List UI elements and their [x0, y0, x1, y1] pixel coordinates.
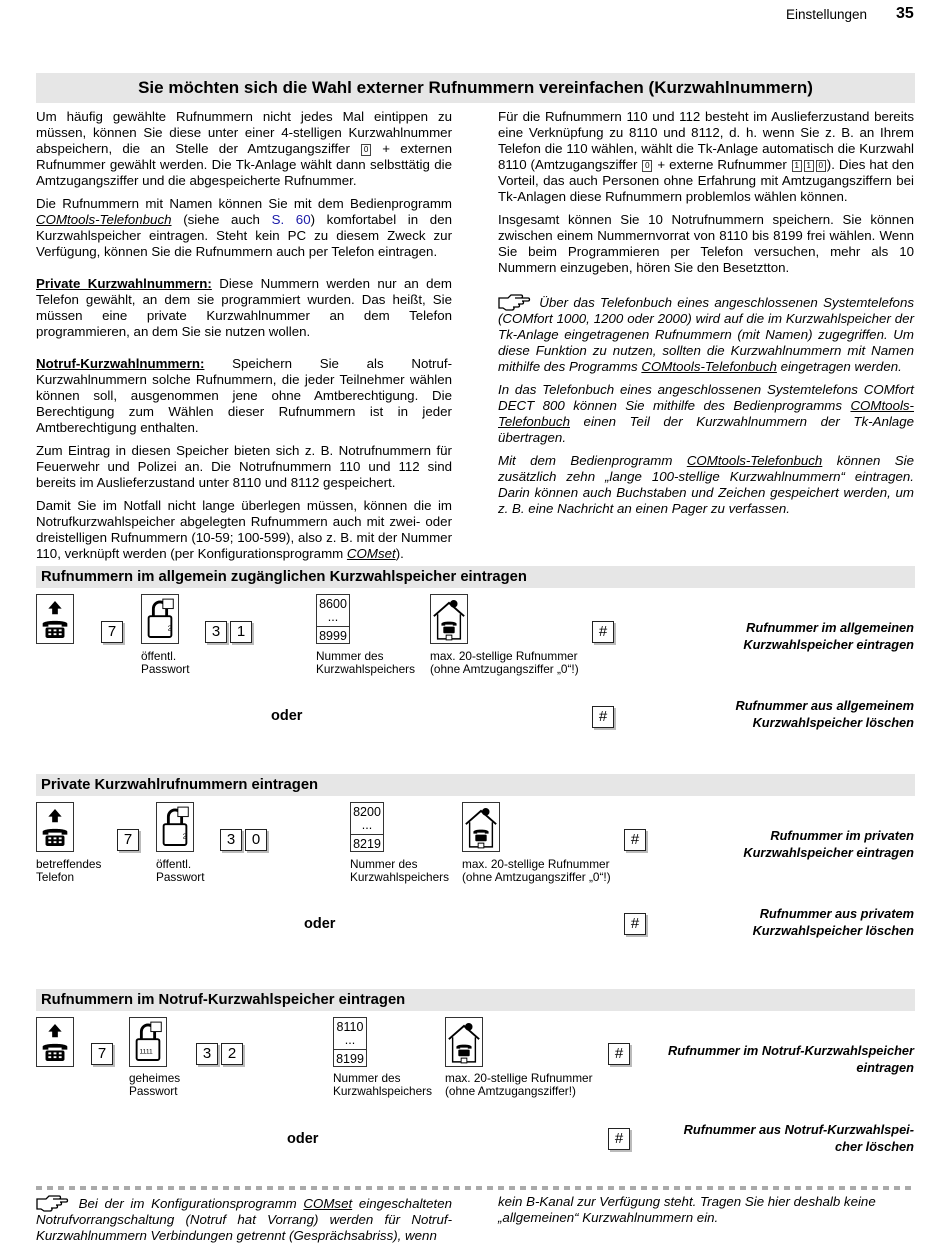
- handset-lift-icon: [36, 802, 74, 852]
- range-end: 8199: [336, 1052, 364, 1066]
- key-3: 3: [205, 621, 227, 643]
- caption-line: Nummer des: [350, 857, 418, 871]
- desc-line: Rufnummer im privaten: [770, 828, 914, 843]
- desc-line: Rufnummer im Notruf-Kurzwahlspeicher: [667, 1043, 914, 1058]
- hash-key: #: [608, 1043, 630, 1065]
- comtools-link[interactable]: COMtools-Telefonbuch: [641, 359, 777, 374]
- left-column: [36, 109, 452, 569]
- comtools-link[interactable]: COMtools-Telefonbuch: [686, 453, 823, 468]
- key-7: 7: [91, 1043, 113, 1065]
- text: Damit Sie im Notfall nicht lange überlegen müssen, können die im Notrufkurzwahlspeicher abgelegten Rufnummern auch mit zwei- oder dreistelligen Rufnummern (10-59; 100-599), also z. B. mit der Nummer 110, verknüpft werden (per Konfigurationsprogramm: [36, 498, 452, 561]
- text: ). Dies hat den Vorteil, das auch Personen ohne Erfahrung mit Amtzugangsziffern bei Tk-Anlagen diese Rufnummern problemlos wählen können.: [498, 157, 915, 204]
- desc-line: Kurzwahlspeicher löschen: [752, 923, 914, 938]
- oder-label: oder: [304, 916, 336, 932]
- key-3: 3: [220, 829, 242, 851]
- caption: [316, 650, 415, 676]
- key-7: 7: [101, 621, 123, 643]
- subheading: Notruf-Kurzwahlnummern:: [36, 356, 205, 371]
- caption: [333, 1072, 432, 1098]
- desc-line: cher löschen: [835, 1139, 914, 1154]
- caption: [445, 1072, 593, 1098]
- desc-line: Rufnummer aus allgemeinem: [735, 698, 914, 713]
- range-start: 8200: [353, 805, 381, 819]
- desc-line: Kurzwahlspeicher löschen: [752, 715, 914, 730]
- desc-line: eintragen: [856, 1060, 914, 1075]
- step-description: [654, 1121, 914, 1155]
- comset-link[interactable]: COMset: [303, 1196, 353, 1211]
- note: [498, 293, 914, 375]
- desc-line: Rufnummer im allgemeinen: [746, 620, 914, 635]
- handset-lift-icon: [36, 1017, 74, 1067]
- caption-line: Kurzwahlspeichers: [333, 1084, 433, 1098]
- oder-label: oder: [287, 1131, 319, 1147]
- note: [498, 453, 914, 517]
- caption-line: Kurzwahlspeichers: [350, 870, 450, 884]
- desc-line: Rufnummer aus privatem: [759, 906, 914, 921]
- note: [498, 382, 914, 446]
- desc-line: Kurzwahlspeicher eintragen: [743, 845, 914, 860]
- key-7: 7: [117, 829, 139, 851]
- password-digit: 2: [167, 623, 172, 633]
- caption-line: Passwort: [141, 662, 190, 676]
- caption-line: Nummer des: [316, 649, 384, 663]
- key-1: 1: [230, 621, 252, 643]
- caption-line: Passwort: [129, 1084, 178, 1098]
- comtools-link[interactable]: COMtools-Telefonbuch: [36, 212, 172, 227]
- padlock-icon: [156, 802, 194, 852]
- caption-line: öffentl.: [156, 857, 192, 871]
- range-ellipsis: ...: [351, 819, 383, 835]
- caption-line: Nummer des: [333, 1071, 401, 1085]
- caption-line: (ohne Amtzugangsziffer „0“!): [430, 662, 579, 676]
- pointing-hand-icon: [498, 293, 534, 311]
- speed-dial-range: [316, 594, 350, 644]
- caption: [462, 858, 611, 884]
- hash-key: #: [592, 706, 614, 728]
- text: In das Telefonbuch eines angeschlossenen Systemtelefons COMfort DECT 800 können Sie mithilfe des Bedienprogramms: [498, 382, 914, 413]
- text: eingeschalteten Notrufvorrangschaltung (Notruf hat Vorrang) werden für Notruf-Kurzwahlnummern Verbindungen getrennt (Gesprächsabriss), wenn: [36, 1196, 452, 1243]
- paragraph: Zum Eintrag in diesen Speicher bieten sich z. B. Notrufnummern für Feuerwehr und Polizei an. Die Notrufnummern 110 und 112 sind bereits im Auslieferzustand unter 8110 und 8112 gespeichert.: [36, 443, 452, 490]
- key-0-icon: 0: [642, 160, 652, 172]
- step-description: [674, 697, 914, 731]
- house-phone-icon: [462, 802, 500, 852]
- password-digits: 1111: [139, 1048, 153, 1056]
- paragraph: [36, 196, 452, 260]
- text: Diese Nummern werden nur an dem Telefon gewählt, an dem sie programmiert wurden. Das heißt, Sie müssen eine private Kurzwahlnummer an dem Telefon programmieren, an dem Sie sie nutzen wollen.: [36, 276, 452, 339]
- house-phone-icon: [445, 1017, 483, 1067]
- section-title: Private Kurzwahlrufnummern eintragen: [36, 774, 915, 796]
- text: Speichern Sie als Notruf-Kurzwahlnummern solche Rufnummern, die jeder Teilnehmer wählen können soll, ausgenommen jene ohne Amtberechtigung. Die Berechtigung zum Wählen dieser Rufnummern ist in jeder Amtberechtigung enthalten.: [36, 356, 452, 435]
- caption-line: max. 20-stellige Rufnummer: [462, 857, 610, 871]
- right-column: [498, 109, 914, 524]
- text: ).: [395, 546, 404, 561]
- page-number: 35: [896, 5, 914, 22]
- text: Mit dem Bedienprogramm: [498, 453, 673, 468]
- step-description: [674, 827, 914, 861]
- key-0: 0: [245, 829, 267, 851]
- caption-line: (ohne Amtzugangsziffer!): [445, 1084, 576, 1098]
- text: Für die Rufnummern 110 und 112 besteht im Auslieferzustand bereits eine Verknüpfung zu 8110 und 8112, d. h. wenn Sie z. B. an Ihrem Telefon die 110 wählen, wählt die Tk-Anlage automatisch die Kurzwahl 8110 (Amtzugangsziffer: [498, 109, 914, 172]
- caption-line: Telefon: [36, 870, 75, 884]
- step-description: [674, 619, 914, 653]
- handset-lift-icon: [36, 594, 74, 644]
- range-end: 8999: [319, 629, 347, 643]
- range-start: 8600: [319, 597, 347, 611]
- footer-note-continued: kein B-Kanal zur Verfügung steht. Tragen Sie hier deshalb keine „allgemeinen“ Kurzwahlnummern ein.: [498, 1194, 876, 1225]
- hash-key: #: [624, 829, 646, 851]
- caption-line: betreffendes: [36, 857, 102, 871]
- range-ellipsis: ...: [334, 1034, 366, 1050]
- oder-label: oder: [271, 708, 303, 724]
- text: einen Teil der Kurzwahlnummern der Tk-Anlage übertragen.: [498, 414, 914, 445]
- padlock-icon: [129, 1017, 167, 1067]
- paragraph: [36, 109, 452, 189]
- caption: [36, 858, 101, 884]
- text: (siehe auch: [183, 212, 260, 227]
- pointing-hand-icon: [36, 1194, 72, 1212]
- text: + externen Rufnummer gewählt werden. Die Tk-Anlage wählt dann selbsttätig die Amtzugangsziffer und die abgespeicherte Rufnummer.: [36, 141, 452, 188]
- text: Über das Telefonbuch eines angeschlossenen Systemtelefons (COMfort 1000, 1200 oder 2000) wird auf die im Kurzwahlspeicher der Tk-Anlage eingetragenen Rufnummern (mit Namen) zugegriffen. Um diese Funktion zu nutzen, sollten die Kurzwahlnummern mit Namen mithilfe des Programms: [498, 295, 914, 374]
- desc-line: Kurzwahlspeicher eintragen: [743, 637, 914, 652]
- section-title: Rufnummern im Notruf-Kurzwahlspeicher eintragen: [36, 989, 915, 1011]
- paragraph: [498, 109, 914, 205]
- caption: [350, 858, 449, 884]
- page-ref-link[interactable]: S. 60: [271, 212, 311, 227]
- paragraph: [36, 276, 452, 340]
- caption-line: geheimes: [129, 1071, 181, 1085]
- key-1-icon: 1: [792, 160, 802, 172]
- caption-line: Kurzwahlspeichers: [316, 662, 416, 676]
- paragraph: Insgesamt können Sie 10 Notrufnummern speichern. Sie können zwischen einem Nummernvorrat von 8110 bis 8199 frei wählen. Wenn Sie beim Programmieren per Telefon versuchen, mehr als 10 Nummern einzugeben, hören Sie den Besetztton.: [498, 212, 914, 275]
- range-ellipsis: ...: [317, 611, 349, 627]
- section-title: Rufnummern im allgemein zugänglichen Kurzwahlspeicher eintragen: [36, 566, 915, 588]
- caption-line: max. 20-stellige Rufnummer: [445, 1071, 593, 1085]
- text: eingetragen werden.: [780, 359, 902, 374]
- hash-key: #: [592, 621, 614, 643]
- key-3: 3: [196, 1043, 218, 1065]
- caption: [156, 858, 205, 884]
- dotted-divider: [36, 1186, 915, 1190]
- comtools-link[interactable]: COMtools-Telefonbuch: [498, 398, 914, 429]
- caption-line: (ohne Amtzugangsziffer „0“!): [462, 870, 611, 884]
- text: Um häufig gewählte Rufnummern nicht jedes Mal eintippen zu müssen, können Sie diese unter einer 4-stelligen Kurzwahlnummer abspeichern, die an Stelle der Amtzugangsziffer: [36, 109, 452, 156]
- key-0-icon: 0: [361, 144, 371, 156]
- hash-key: #: [624, 913, 646, 935]
- key-1-icon: 1: [804, 160, 814, 172]
- step-description: [674, 905, 914, 939]
- text: + externe Rufnummer: [657, 157, 787, 172]
- subheading: Private Kurzwahlnummern:: [36, 276, 212, 291]
- page-title: Sie möchten sich die Wahl externer Rufnummern vereinfachen (Kurzwahlnummern): [36, 73, 915, 103]
- paragraph: [36, 356, 452, 436]
- speed-dial-range: [333, 1017, 367, 1067]
- password-digit: 2: [182, 831, 187, 841]
- house-phone-icon: [430, 594, 468, 644]
- key-2: 2: [221, 1043, 243, 1065]
- hash-key: #: [608, 1128, 630, 1150]
- comset-link[interactable]: COMset: [346, 546, 396, 561]
- footer-note: [36, 1194, 452, 1244]
- text: Die Rufnummern mit Namen können Sie mit dem Bedienprogramm: [36, 196, 452, 211]
- caption-line: öffentl.: [141, 649, 177, 663]
- caption-line: Passwort: [156, 870, 205, 884]
- desc-line: Rufnummer aus Notruf-Kurzwahlspei-: [683, 1122, 914, 1137]
- key-0-icon: 0: [816, 160, 826, 172]
- header-section: Einstellungen: [786, 7, 868, 22]
- caption: [141, 650, 190, 676]
- range-end: 8219: [353, 837, 381, 851]
- step-description: [654, 1042, 914, 1076]
- padlock-icon: [141, 594, 179, 644]
- text: können Sie zusätzlich zehn „lange 100-stellige Kurzwahlnummern“ eintragen. Darin können auch Buchstaben und Zeichen gespeichert werden, um z. B. eine Nachricht an einen Pager zu verfassen.: [498, 453, 914, 516]
- paragraph: [36, 498, 452, 562]
- caption-line: max. 20-stellige Rufnummer: [430, 649, 578, 663]
- text: Bei der im Konfigurationsprogramm: [78, 1196, 297, 1211]
- caption: [430, 650, 579, 676]
- range-start: 8110: [336, 1020, 364, 1034]
- caption: [129, 1072, 180, 1098]
- text: ) komfortabel in den Kurzwahlspeicher eintragen. Steht kein PC zu diesem Zweck zur Verfügung, können Sie die Rufnummern auch per Telefon eintragen.: [36, 212, 452, 259]
- speed-dial-range: [350, 802, 384, 852]
